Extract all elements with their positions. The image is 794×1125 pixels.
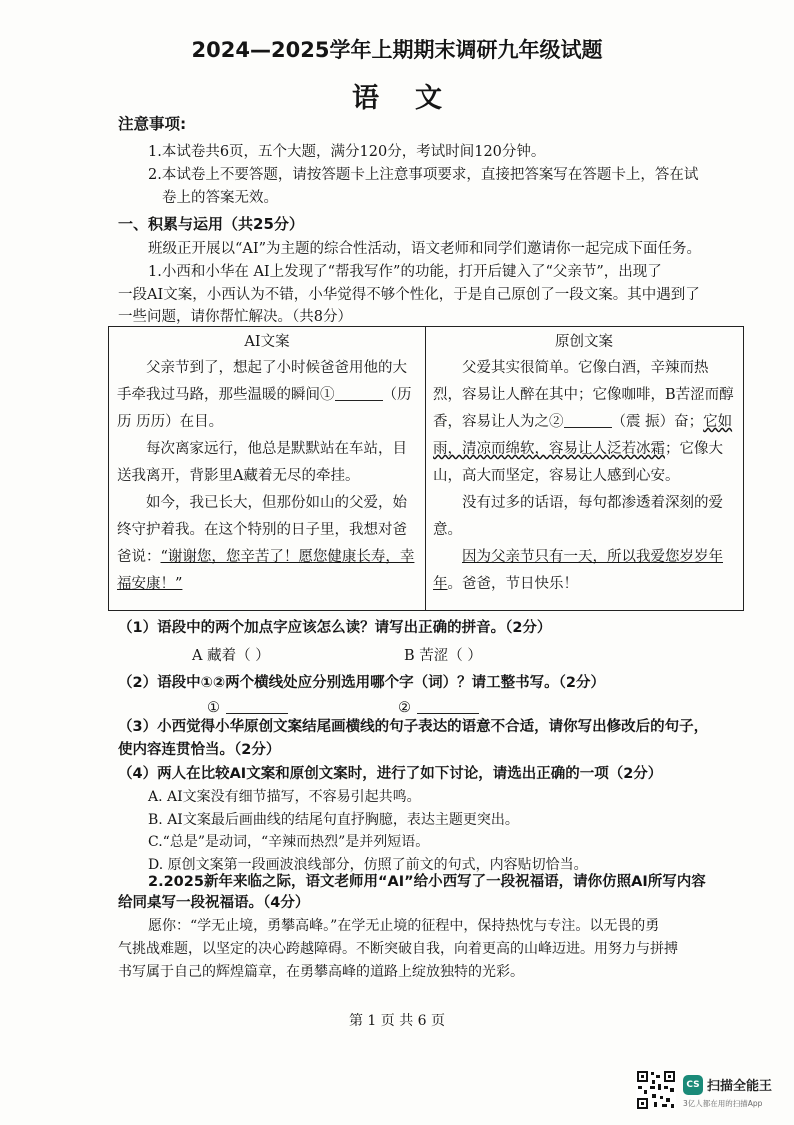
subquestion-3-line-2: 使内容连贯恰当。（2分） (118, 742, 281, 758)
subquestion-2-answer-1: ① (207, 698, 288, 718)
question-1-line-3: 一些问题，请你帮忙解决。（共8分） (118, 309, 352, 325)
original-copy-underlined-sentence: 因为父亲节只有一天，所以我爱您岁岁年年 (433, 549, 723, 592)
question-2-line-1: 2.2025新年来临之际，语文老师用“AI”给小西写了一段祝福语，请你仿照AI所写内容 (148, 874, 706, 890)
ai-copy-underlined-ending: “谢谢您，您辛苦了！愿您健康长寿，幸福安康！” (117, 549, 415, 592)
qr-code-icon (636, 1070, 676, 1110)
notice-heading: 注意事项: (118, 115, 187, 133)
option-a: A. AI文案没有细节描写，不容易引起共鸣。 (148, 789, 421, 805)
notice-item-1: 1.本试卷共6页，五个大题，满分120分，考试时间120分钟。 (148, 144, 546, 160)
question-1-line-1: 1.小西和小华在 AI上发现了“帮我写作”的功能，打开后键入了“父亲节”，出现了 (148, 264, 662, 280)
blank-2 (564, 413, 612, 428)
wish-line-2: 气挑战难题，以坚定的决心跨越障碍。不断突破自我，向着更高的山峰迈进。用努力与拼搏 (118, 941, 678, 957)
option-d: D. 原创文案第一段画波浪线部分，仿照了前文的句式，内容贴切恰当。 (148, 857, 588, 873)
original-copy-column (425, 327, 743, 610)
question-1-line-2: 一段AI文案，小西认为不错，小华觉得不够个性化，于是自己原创了一段文案。其中遇到了 (118, 287, 700, 303)
scanner-app-name: 扫描全能王 (707, 1079, 773, 1094)
notice-item-2b: 卷上的答案无效。 (162, 190, 278, 206)
ai-copy-column (109, 327, 426, 610)
original-copy-wavy-sentence: 它如雨，清凉而绵软，容易让人泛若冰霜 (433, 414, 733, 457)
subquestion-1-option-a: A 藏着（ ） (192, 648, 270, 664)
subquestion-4: （4）两人在比较AI文案和原创文案时，进行了如下讨论，请选出正确的一项（2分） (118, 766, 663, 782)
subquestion-2-answer-2: ② (398, 698, 479, 718)
section-1-heading: 一、积累与运用（共25分） (118, 215, 304, 233)
subquestion-1: （1）语段中的两个加点字应该怎么读？请写出正确的拼音。（2分） (118, 620, 552, 636)
option-c: C.“总是”是动词，“辛辣而热烈”是并列短语。 (148, 834, 430, 850)
original-copy-text: 父爱其实很简单。它像白酒，辛辣而热烈，容易让人醉在其中；它像咖啡，B苦涩而醇香，容易让人为之② （震 振）奋；它如雨，清凉而绵软，容易让人泛若冰霜；它像大山，高大而坚定，容易让人感到心安。 没有过多的话语，每句都渗透着深刻的爱意。 因为父亲节只有一天，所以我爱您岁岁年年。爸爸，节日快乐！ (433, 360, 734, 592)
wish-line-3: 书写属于自己的辉煌篇章，在勇攀高峰的道路上绽放独特的光彩。 (118, 964, 524, 980)
subquestion-2: （2）语段中①②两个横线处应分别选用哪个字（词）？请工整书写。（2分） (118, 675, 605, 691)
scanner-app-tagline: 3亿人都在用的扫描App (683, 1099, 763, 1108)
subject-title: 语文 (352, 83, 478, 114)
option-b: B. AI文案最后画曲线的结尾句直抒胸臆，表达主题更突出。 (148, 812, 519, 828)
notice-item-2a: 2.本试卷上不要答题，请按答题卡上注意事项要求，直接把答案写在答题卡上，答在试 (148, 167, 699, 183)
scanner-logo-icon: CS (683, 1075, 703, 1095)
page-number: 第 1 页 共 6 页 (348, 1013, 446, 1029)
blank-1 (335, 386, 383, 401)
wish-line-1: 愿你：“学无止境，勇攀高峰。”在学无止境的征程中，保持热忱与专注。以无畏的勇 (148, 918, 660, 934)
section-1-intro: 班级正开展以“AI”为主题的综合性活动，语文老师和同学们邀请你一起完成下面任务。 (148, 241, 702, 257)
subquestion-1-option-b: B 苦涩（ ） (404, 648, 482, 664)
subquestion-3-line-1: （3）小西觉得小华原创文案结尾画横线的句子表达的语意不合适，请你写出修改后的句子， (118, 719, 709, 735)
original-copy-header: 原创文案 (555, 334, 613, 350)
question-2-line-2: 给同桌写一段祝福语。（4分） (118, 895, 310, 911)
ai-copy-header: AI文案 (244, 334, 290, 350)
ai-copy-text: 父亲节到了，想起了小时候爸爸用他的大手牵我过马路，那些温暖的瞬间① （历历 历历）在目。 每次离家远行，他总是默默站在车站，目送我离开，背影里A藏着无尽的牵挂。 如今，我已长大，但那份如山的父爱，始终守护着我。在这个特别的日子里，我想对爸爸说：“谢谢您，您辛苦了！愿您健康长寿，幸福安康！” (117, 360, 415, 592)
copy-comparison-table (108, 326, 744, 611)
exam-title: 2024—2025学年上期期末调研九年级试题 (191, 38, 603, 62)
